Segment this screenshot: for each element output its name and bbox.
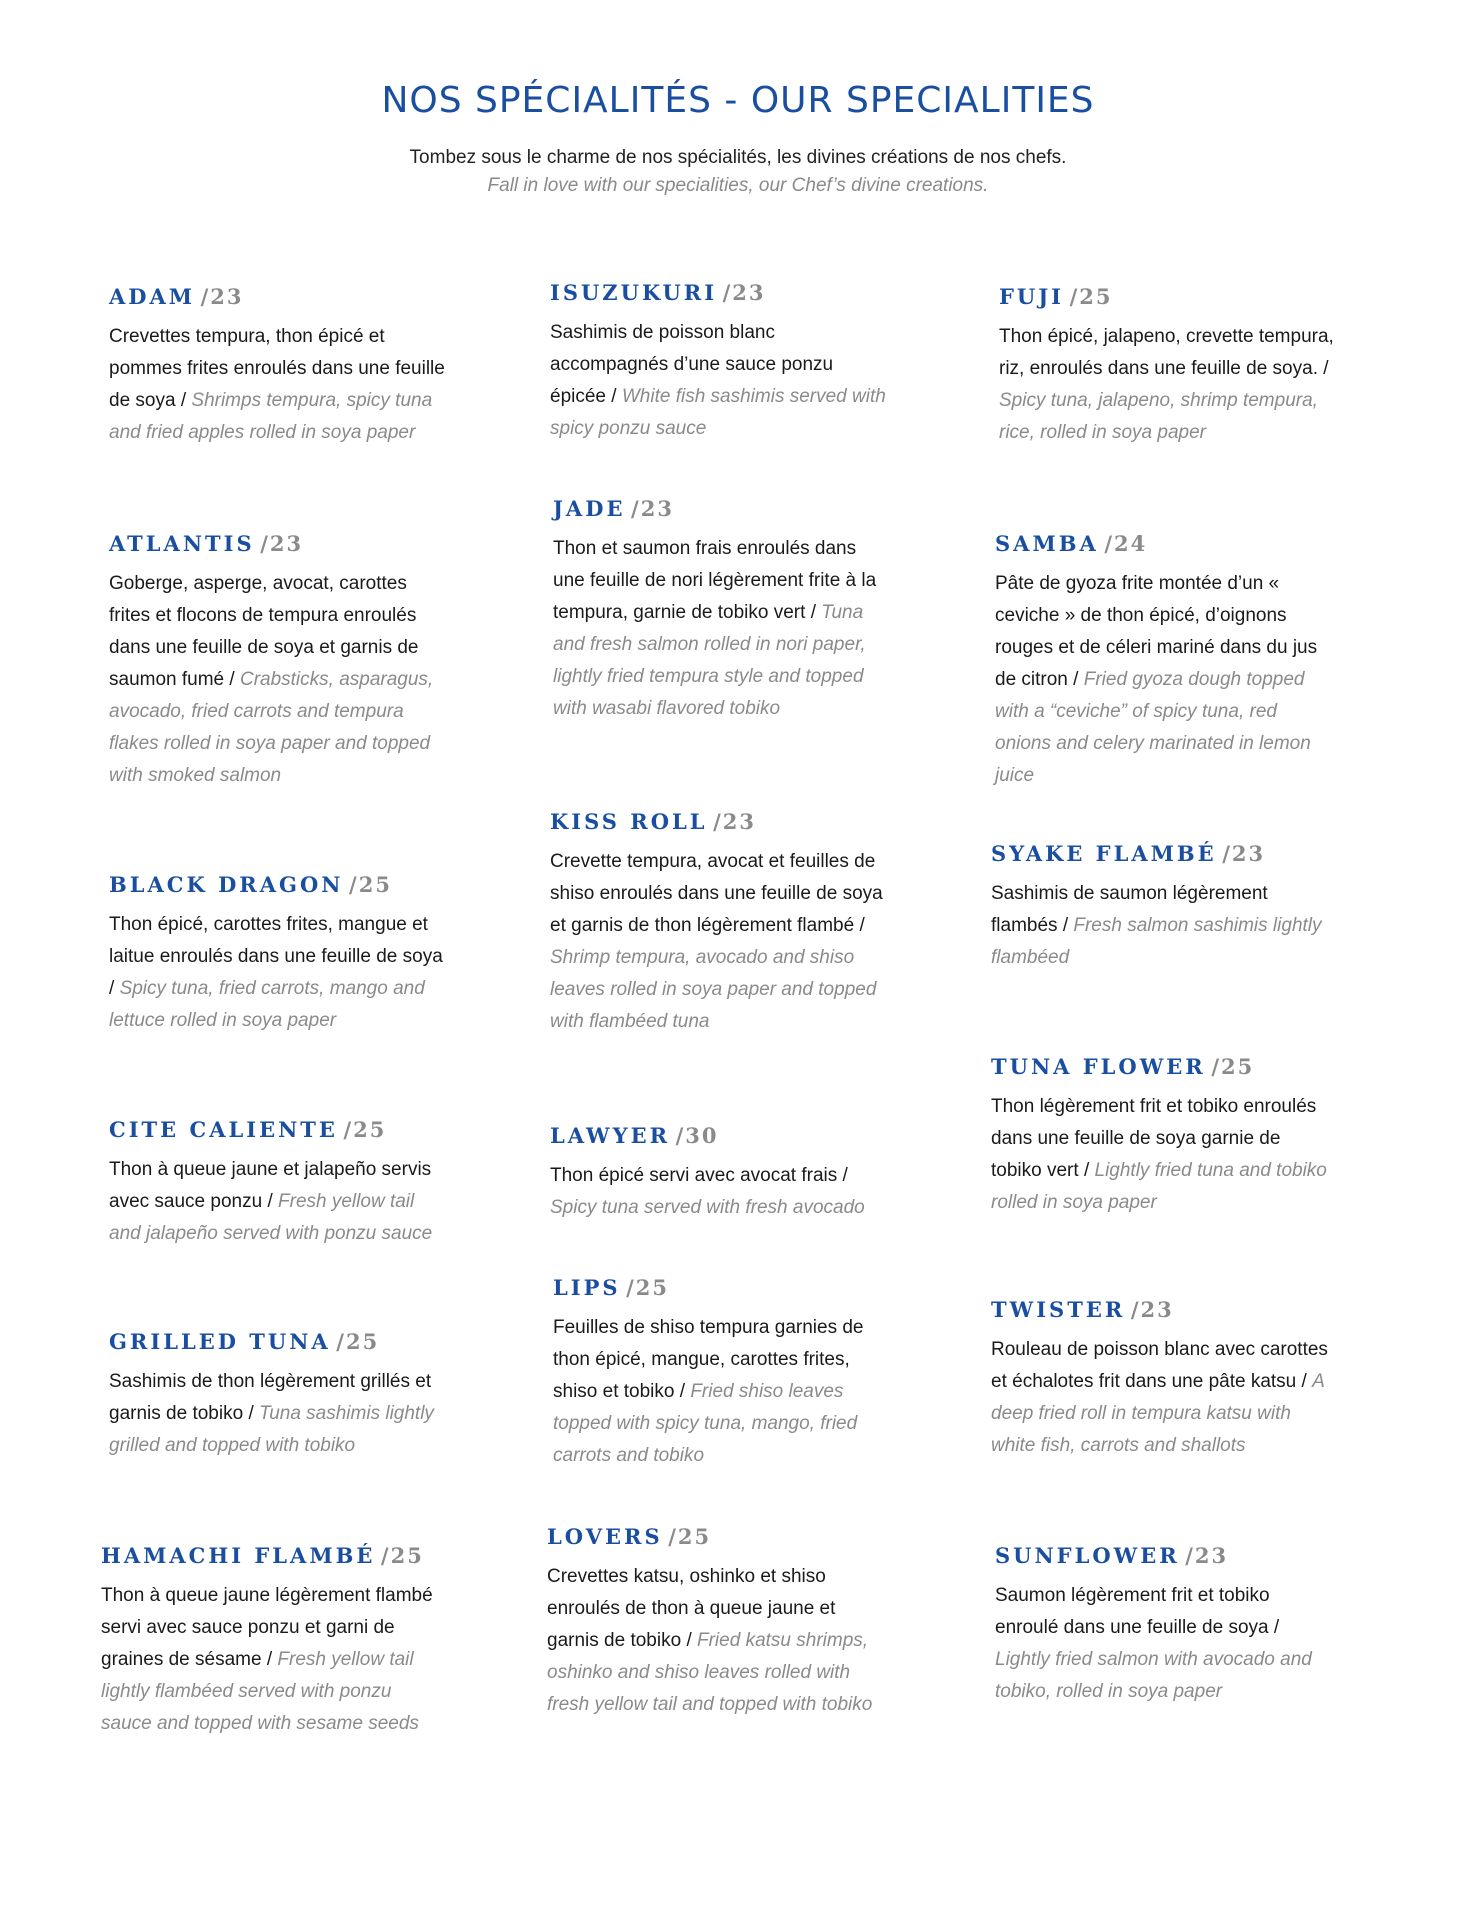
menu-header	[0, 80, 1476, 197]
description-english: Lightly fried salmon with avocado and tobiko, rolled in soya paper	[995, 1649, 1312, 1702]
description-english: Fresh yellow tail and jalapeño served with ponzu sauce	[109, 1191, 433, 1244]
item-name: TWISTER	[991, 1297, 1126, 1322]
item-name: LAWYER	[550, 1123, 671, 1148]
description-french: Thon épicé, jalapeno, crevette tempura, riz, enroulés dans une feuille de soya.	[999, 326, 1334, 379]
item-price: /25	[1211, 1054, 1255, 1079]
description-separator: /	[1323, 358, 1329, 379]
description-french: Thon épicé, carottes frites, mangue et laitue enroulés dans une feuille de soya	[109, 914, 443, 967]
menu-item-lawyer	[550, 1123, 890, 1224]
item-description	[109, 1366, 449, 1462]
item-name: SAMBA	[995, 531, 1099, 556]
description-french: Crevettes tempura, thon épicé et pommes frites enroulés dans une feuille de soya	[109, 326, 445, 411]
menu-item-jade	[553, 496, 893, 725]
menu-item-samba	[995, 531, 1335, 792]
item-description	[991, 1091, 1331, 1219]
description-french: Sashimis de saumon légèrement flambés	[991, 883, 1268, 936]
item-description	[553, 533, 893, 725]
page-title: NOS SPÉCIALITÉS - OUR SPECIALITIES	[381, 80, 1095, 121]
description-french: Thon à queue jaune et jalapeño servis avec sauce ponzu	[109, 1159, 432, 1212]
item-description	[991, 878, 1331, 974]
menu-item-adam	[109, 284, 449, 449]
description-french: Crevettes katsu, oshinko et shiso enroulés de thon à queue jaune et garnis de tobiko	[547, 1566, 836, 1651]
description-separator: /	[686, 1630, 692, 1651]
description-english: Shrimps tempura, spicy tuna and fried apples rolled in soya paper	[109, 390, 433, 443]
item-price: /25	[626, 1275, 670, 1300]
description-english: Fried katsu shrimps, oshinko and shiso leaves rolled with fresh yellow tail and topped with tobiko	[547, 1630, 873, 1715]
item-price: /25	[349, 872, 392, 897]
description-separator: /	[810, 602, 816, 623]
item-price: /24	[1104, 531, 1148, 556]
description-english: A deep fried roll in tempura katsu with white fish, carrots and shallots	[991, 1371, 1325, 1456]
menu-item-syake-flambe	[991, 841, 1331, 974]
description-french: Goberge, asperge, avocat, carottes frites et flocons de tempura enroulés dans une feuille de soya et garnis de saumon fumé	[109, 573, 419, 690]
description-separator: /	[1301, 1371, 1307, 1392]
subtitle-french: Tombez sous le charme de nos spécialités, les divines créations de nos chefs.	[409, 147, 1067, 168]
description-separator: /	[1073, 669, 1079, 690]
item-price: /23	[722, 280, 766, 305]
item-name: GRILLED TUNA	[109, 1329, 331, 1354]
item-price: /23	[1222, 841, 1266, 866]
item-description	[109, 321, 449, 449]
description-separator: /	[109, 978, 115, 999]
item-price: /23	[1185, 1543, 1229, 1568]
description-french: Pâte de gyoza frite montée d’un « ceviche » de thon épicé, d’oignons rouges et de céleri mariné dans du jus de citron	[995, 573, 1318, 690]
description-french: Sashimis de poisson blanc accompagnés d’une sauce ponzu épicée	[550, 322, 834, 407]
menu-item-hamachi-flambe	[101, 1543, 441, 1740]
item-description	[991, 1334, 1331, 1462]
item-name: KISS ROLL	[550, 809, 708, 834]
description-english: Crabsticks, asparagus, avocado, fried carrots and tempura flakes rolled in soya paper and topped with smoked salmon	[109, 669, 434, 786]
description-separator: /	[267, 1191, 273, 1212]
item-name: ISUZUKURI	[550, 280, 718, 305]
item-name: SUNFLOWER	[995, 1543, 1180, 1568]
description-french: Thon à queue jaune légèrement flambé servi avec sauce ponzu et garni de graines de sésame	[101, 1585, 433, 1670]
item-description	[109, 1154, 449, 1250]
description-french: Thon épicé servi avec avocat frais	[550, 1165, 838, 1186]
description-english: Fresh salmon sashimis lightly flambéed	[991, 915, 1322, 968]
item-name: SYAKE FLAMBÉ	[991, 841, 1217, 866]
description-french: Feuilles de shiso tempura garnies de thon épicé, mangue, carottes frites, shiso et tobiko	[553, 1317, 864, 1402]
item-name: ATLANTIS	[109, 531, 255, 556]
description-separator: /	[1273, 1617, 1280, 1638]
item-description	[109, 568, 449, 792]
description-english: Fried shiso leaves topped with spicy tuna, mango, fried carrots and tobiko	[553, 1381, 858, 1466]
description-english: Fresh yellow tail lightly flambéed served with ponzu sauce and topped with sesame seeds	[101, 1649, 419, 1734]
item-description	[999, 321, 1339, 449]
item-name: ADAM	[109, 284, 196, 309]
item-price: /23	[713, 809, 757, 834]
item-description	[547, 1561, 887, 1721]
item-price: /30	[675, 1123, 719, 1148]
item-price: /25	[1069, 284, 1113, 309]
item-name: TUNA FLOWER	[991, 1054, 1206, 1079]
description-french: Saumon légèrement frit et tobiko enroulé dans une feuille de soya	[995, 1585, 1270, 1638]
description-english: Spicy tuna, fried carrots, mango and lettuce rolled in soya paper	[109, 978, 425, 1031]
menu-item-tuna-flower	[991, 1054, 1331, 1219]
item-description	[553, 1312, 893, 1472]
menu-item-lips	[553, 1275, 893, 1472]
description-separator: /	[859, 915, 865, 936]
subtitle-english: Fall in love with our specialities, our Chef’s divine creations.	[487, 175, 989, 196]
item-description	[109, 909, 449, 1037]
item-description	[550, 317, 890, 445]
item-name: BLACK DRAGON	[109, 872, 344, 897]
item-description	[101, 1580, 441, 1740]
description-french: Rouleau de poisson blanc avec carottes et échalotes frit dans une pâte katsu	[991, 1339, 1328, 1392]
menu-item-sunflower	[995, 1543, 1335, 1708]
item-price: /23	[200, 284, 244, 309]
item-description	[995, 568, 1335, 792]
description-separator: /	[611, 386, 617, 407]
menu-item-fuji	[999, 284, 1339, 449]
item-description	[550, 1160, 890, 1224]
description-english: Spicy tuna, jalapeno, shrimp tempura, rice, rolled in soya paper	[999, 390, 1318, 443]
item-description	[995, 1580, 1335, 1708]
description-english: White fish sashimis served with spicy ponzu sauce	[550, 386, 886, 439]
description-french: Thon et saumon frais enroulés dans une feuille de nori légèrement frite à la tempura, garnie de tobiko vert	[553, 538, 877, 623]
description-english: Spicy tuna served with fresh avocado	[550, 1197, 865, 1218]
description-english: Lightly fried tuna and tobiko rolled in soya paper	[991, 1160, 1327, 1213]
item-price: /25	[380, 1543, 424, 1568]
item-price: /25	[343, 1117, 387, 1142]
menu-item-kiss-roll	[550, 809, 890, 1038]
description-separator: /	[842, 1165, 848, 1186]
menu-item-grilled-tuna	[109, 1329, 449, 1462]
menu-item-black-dragon	[109, 872, 449, 1037]
description-separator: /	[1062, 915, 1069, 936]
description-french: Crevette tempura, avocat et feuilles de shiso enroulés dans une feuille de soya et garnis de thon légèrement flambé	[550, 851, 883, 936]
description-english: Tuna sashimis lightly grilled and topped with tobiko	[109, 1403, 434, 1456]
item-name: JADE	[553, 496, 626, 521]
item-price: /23	[1130, 1297, 1174, 1322]
menu-item-cite-caliente	[109, 1117, 449, 1250]
description-english: Fried gyoza dough topped with a “ceviche” of spicy tuna, red onions and celery marinated in lemon juice	[995, 669, 1311, 786]
description-french: Sashimis de thon légèrement grillés et garnis de tobiko	[109, 1371, 432, 1424]
description-separator: /	[679, 1381, 686, 1402]
description-separator: /	[248, 1403, 254, 1424]
item-name: FUJI	[999, 284, 1064, 309]
description-french: Thon légèrement frit et tobiko enroulés dans une feuille de soya garnie de tobiko vert	[991, 1096, 1317, 1181]
menu-item-isuzukuri	[550, 280, 890, 445]
description-english: Tuna and fresh salmon rolled in nori paper, lightly fried tempura style and topped with wasabi flavored tobiko	[553, 602, 866, 719]
item-name: LOVERS	[547, 1524, 663, 1549]
item-description	[550, 846, 890, 1038]
item-price: /25	[668, 1524, 712, 1549]
menu-item-atlantis	[109, 531, 449, 792]
menu-item-lovers	[547, 1524, 887, 1721]
description-english: Shrimp tempura, avocado and shiso leaves rolled in soya paper and topped with flambéed tuna	[550, 947, 877, 1032]
item-price: /23	[631, 496, 674, 521]
item-name: CITE CALIENTE	[109, 1117, 338, 1142]
item-price: /23	[260, 531, 304, 556]
description-separator: /	[266, 1649, 273, 1670]
description-separator: /	[180, 390, 187, 411]
menu-item-twister	[991, 1297, 1331, 1462]
description-separator: /	[1083, 1160, 1090, 1181]
item-price: /25	[336, 1329, 380, 1354]
item-name: LIPS	[553, 1275, 621, 1300]
description-separator: /	[229, 669, 235, 690]
item-name: HAMACHI FLAMBÉ	[101, 1543, 376, 1568]
